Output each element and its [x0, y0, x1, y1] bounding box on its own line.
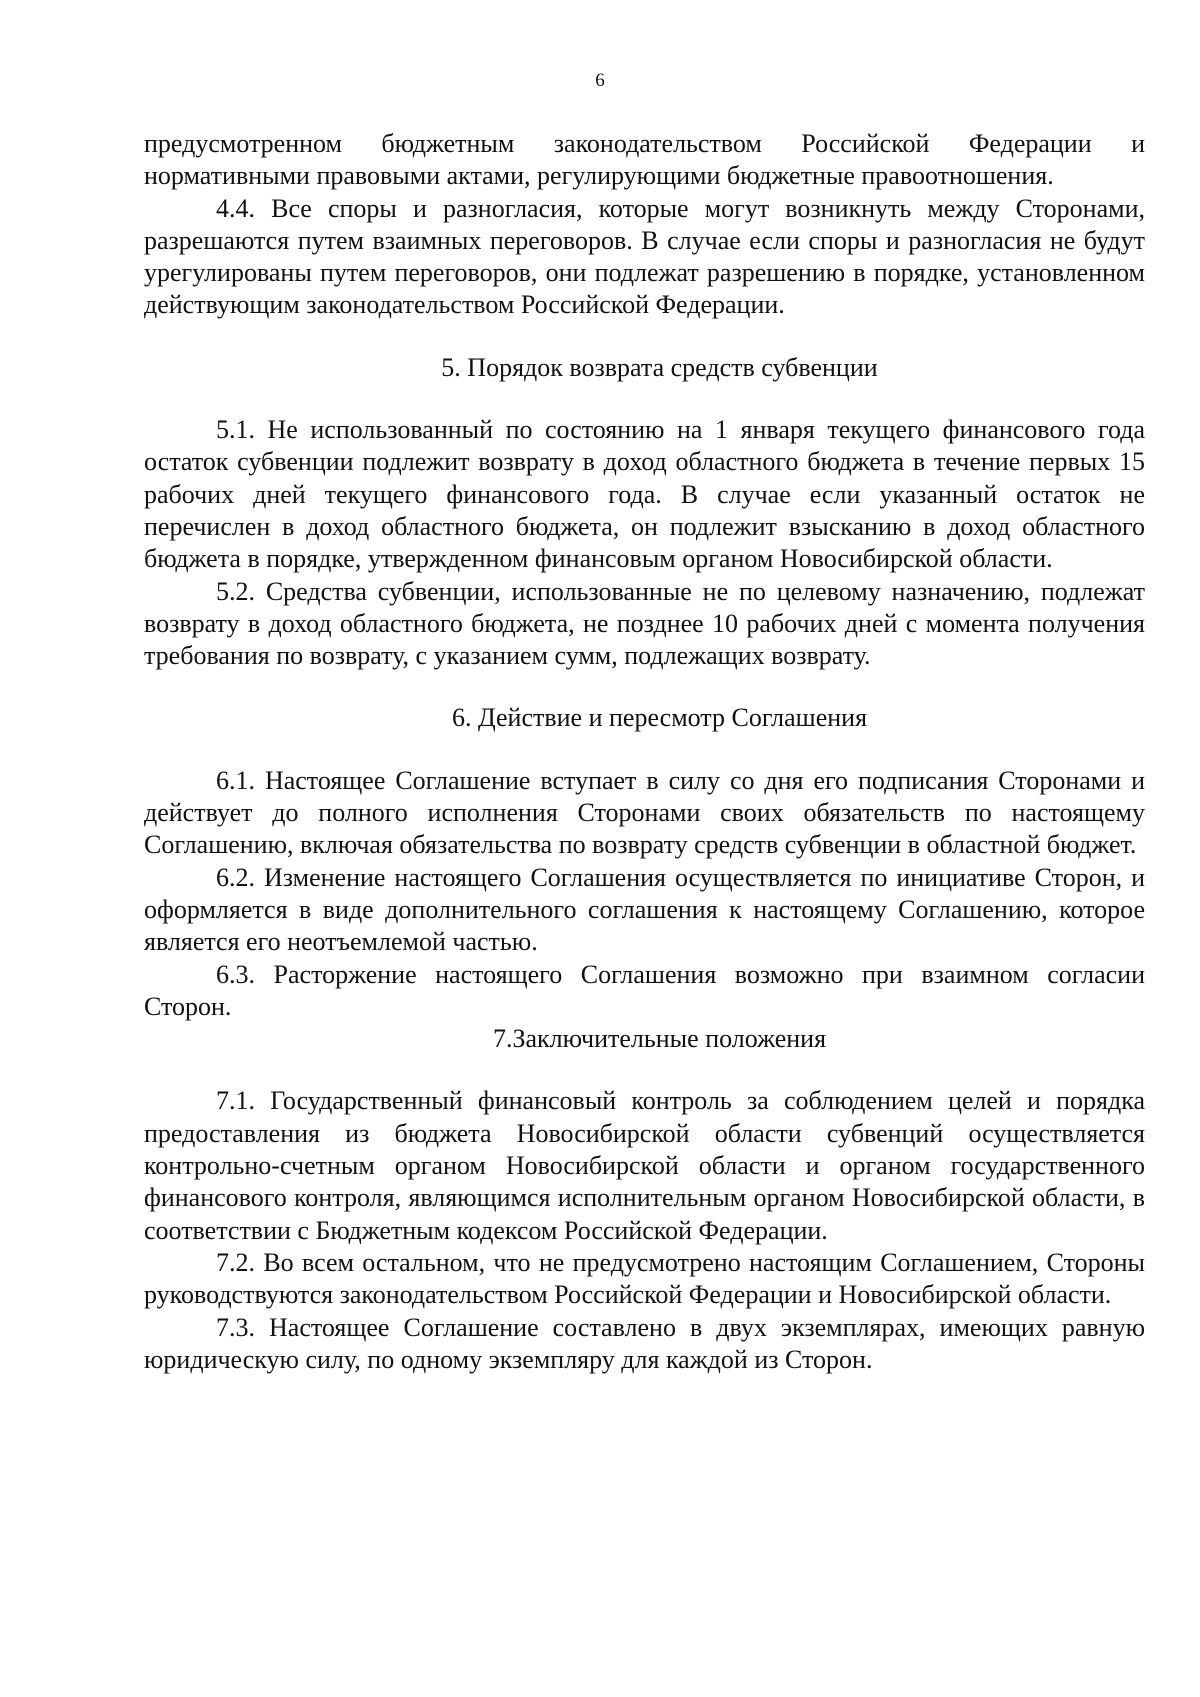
- paragraph-6-2: 6.2. Изменение настоящего Соглашения осуществляется по инициативе Сторон, и оформляется в виде дополнительного соглашения к настоящему Соглашению, которое является его неотъемлемой частью.: [144, 862, 1145, 957]
- document-body: [144, 128, 1145, 1376]
- paragraph-6-3: 6.3. Расторжение настоящего Соглашения возможно при взаимном согласии Сторон.: [144, 959, 1145, 1021]
- paragraph-7-3: 7.3. Настоящее Соглашение составлено в двух экземплярах, имеющих равную юридическую силу, по одному экземпляру для каждой из Сторон.: [144, 1312, 1145, 1374]
- paragraph-7-2: 7.2. Во всем остальном, что не предусмотрено настоящим Соглашением, Стороны руководствуются законодательством Российской Федерации и Новосибирской области.: [144, 1247, 1145, 1310]
- section-7-heading: 7.Заключительные положения: [492, 1024, 827, 1054]
- paragraph-4-4: 4.4. Все споры и разногласия, которые могут возникнуть между Сторонами, разрешаются путем взаимных переговоров. В случае если споры и разногласия не будут урегулированы путем переговоров, они подлежат разрешению в порядке, установленном действующим законодательством Российской Федерации.: [144, 193, 1145, 320]
- paragraph-5-1: 5.1. Не использованный по состоянию на 1 января текущего финансового года остаток субвенции подлежит возврату в доход областного бюджета в течение первых 15 рабочих дней текущего финансового года. В случае если указанный остаток не перечислен в доход областного бюджета, он подлежит взысканию в доход областного бюджета в порядке, утвержденном финансовым органом Новосибирской области.: [144, 415, 1145, 574]
- page-number: 6: [595, 70, 605, 91]
- section-6-heading: 6. Действие и пересмотр Соглашения: [451, 703, 868, 733]
- paragraph-6-1: 6.1. Настоящее Соглашение вступает в силу со дня его подписания Сторонами и действует до полного исполнения Сторонами своих обязательств по настоящему Соглашению, включая обязательства по возврату средств субвенции в областной бюджет.: [144, 765, 1145, 860]
- paragraph-7-1: 7.1. Государственный финансовый контроль за соблюдением целей и порядка предоставления из бюджета Новосибирской области субвенций осуществляется контрольно-счетным органом Новосибирской области и органом государственного финансового контроля, являющимся исполнительным органом Новосибирской области, в соответствии с Бюджетным кодексом Российской Федерации.: [144, 1086, 1145, 1245]
- section-5-heading: 5. Порядок возврата средств субвенции: [441, 352, 878, 382]
- paragraph-continuation: предусмотренном бюджетным законодательством Российской Федерации и нормативными правовыми актами, регулирующими бюджетные правоотношения.: [144, 129, 1145, 191]
- paragraph-5-2: 5.2. Средства субвенции, использованные не по целевому назначению, подлежат возврату в доход областного бюджета, не позднее 10 рабочих дней с момента получения требования по возврату, с указанием сумм, подлежащих возврату.: [144, 576, 1145, 671]
